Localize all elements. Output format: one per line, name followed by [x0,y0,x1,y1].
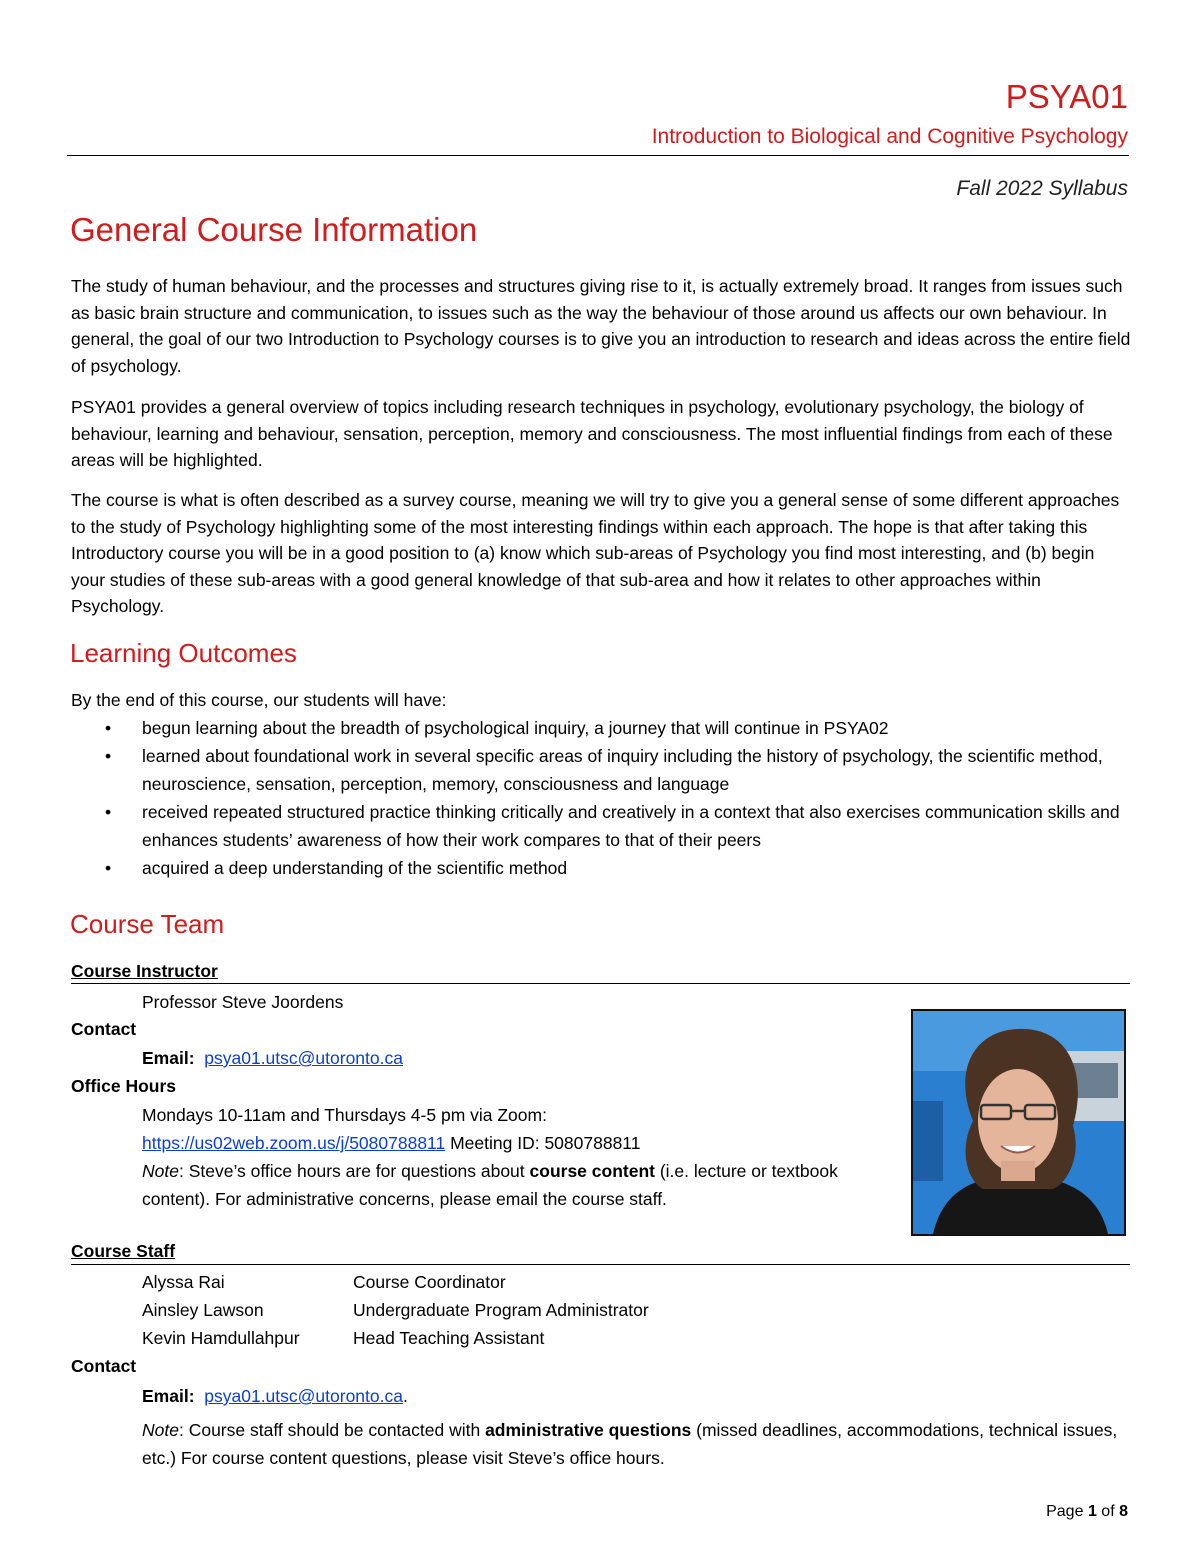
bullet-icon: • [105,802,112,822]
course-code: PSYA01 [1005,78,1128,115]
email-suffix: . [402,1386,408,1406]
list-item [71,714,1131,742]
note-text: : Steve’s office hours are for questions about [178,1161,530,1181]
note-label: Note [142,1420,179,1440]
instructor-email-row [142,1044,403,1072]
office-hours-text: Mondays 10-11am and Thursdays 4-5 pm via Zoom: [142,1105,547,1125]
staff-role: Head Teaching Assistant [353,1328,545,1348]
course-team-heading: Course Team [70,909,225,939]
list-item [71,798,1131,854]
general-paragraph-3: The course is what is often described as a survey course, meaning we will try to give you a general sense of some different approaches to the study of Psychology highlighting some of the most interesting findings within each approach. The hope is that after taking this Introductory course you will be in a good position to (a) know which sub-areas of Psychology you find most interesting, and (b) begin your studies of these sub-areas with a good general knowledge of that sub-area and how it relates to other approaches within Psychology. [71,490,1120,616]
bullet-icon: • [105,718,112,738]
current-page: 1 [1087,1503,1097,1520]
page-word: Page [1046,1503,1084,1520]
staff-row [142,1300,649,1321]
term-label: Fall 2022 Syllabus [956,177,1128,200]
instructor-label: Course Instructor [71,961,218,981]
general-paragraph-2: PSYA01 provides a general overview of topics including research techniques in psychology, evolutionary psychology, the biology of behaviour, learning and behaviour, sensation, perception, memory and consciousness. The most influential findings from each of these areas will be highlighted. [71,397,1113,470]
portrait-image [913,1011,1124,1234]
staff-row [142,1272,506,1293]
staff-email-link[interactable]: psya01.utsc@utoronto.ca [204,1386,403,1406]
meeting-id: Meeting ID: 5080788811 [450,1133,641,1153]
note-text: (i.e. lecture or textbook content). For administrative concerns, please email the course staff. [142,1161,838,1209]
outcome-text: acquired a deep understanding of the scientific method [142,858,568,878]
instructor-photo [911,1009,1126,1236]
email-label: Email: [142,1386,195,1406]
list-item [71,854,1131,882]
staff-note [142,1416,1127,1472]
outcomes-intro: By the end of this course, our students will have: [71,690,447,710]
course-name: Introduction to Biological and Cognitive Psychology [651,125,1128,148]
of-word: of [1101,1503,1115,1520]
note-text: (missed deadlines, accommodations, technical issues, etc.) For course content questions, please visit Steve’s office hours. [142,1420,1118,1468]
note-emphasis: administrative questions [485,1420,692,1440]
note-label: Note [142,1161,179,1181]
email-label: Email: [142,1048,195,1068]
staff-divider [71,1264,1130,1265]
outcome-text: learned about foundational work in several specific areas of inquiry including the history of psychology, the scientific method, neuroscience, sensation, perception, memory, consciousness and language [142,746,1103,794]
zoom-link[interactable]: https://us02web.zoom.us/j/5080788811 [142,1133,446,1153]
bullet-icon: • [105,858,112,878]
page-footer [1046,1503,1128,1521]
outcomes-list [71,714,1131,882]
staff-role: Undergraduate Program Administrator [353,1300,649,1320]
instructor-email-link[interactable]: psya01.utsc@utoronto.ca [204,1048,403,1068]
instructor-contact-label: Contact [71,1019,137,1039]
office-hours-label: Office Hours [71,1076,177,1096]
outcome-text: received repeated structured practice thinking critically and creatively in a context that also exercises communication skills and enhances students’ awareness of how their work compares to that of their peers [142,802,1120,850]
list-item [71,742,1131,798]
header-divider [67,155,1129,156]
staff-label: Course Staff [71,1241,176,1261]
staff-role: Course Coordinator [353,1272,506,1292]
instructor-note [142,1157,842,1213]
staff-name: Alyssa Rai [142,1272,225,1292]
zoom-row [142,1129,640,1157]
instructor-name: Professor Steve Joordens [142,992,344,1012]
staff-email-row [142,1382,408,1410]
instructor-divider [71,983,1130,984]
total-pages: 8 [1119,1503,1128,1520]
bullet-icon: • [105,746,112,766]
outcome-text: begun learning about the breadth of psychological inquiry, a journey that will continue in PSYA02 [142,718,889,738]
general-paragraph-1: The study of human behaviour, and the processes and structures giving rise to it, is actually extremely broad. It ranges from issues such as basic brain structure and communication, to issues such as the way the behaviour of those around us affects our own behaviour. In general, the goal of our two Introduction to Psychology courses is to give you an introduction to research and ideas across the entire field of psychology. [71,276,1131,376]
staff-name: Kevin Hamdullahpur [142,1328,300,1348]
note-text: : Course staff should be contacted with [178,1420,486,1440]
staff-name: Ainsley Lawson [142,1300,264,1320]
staff-contact-label: Contact [71,1356,137,1376]
general-info-heading: General Course Information [70,211,478,248]
staff-row [142,1328,544,1349]
learning-outcomes-heading: Learning Outcomes [70,638,297,668]
note-emphasis: course content [529,1161,655,1181]
